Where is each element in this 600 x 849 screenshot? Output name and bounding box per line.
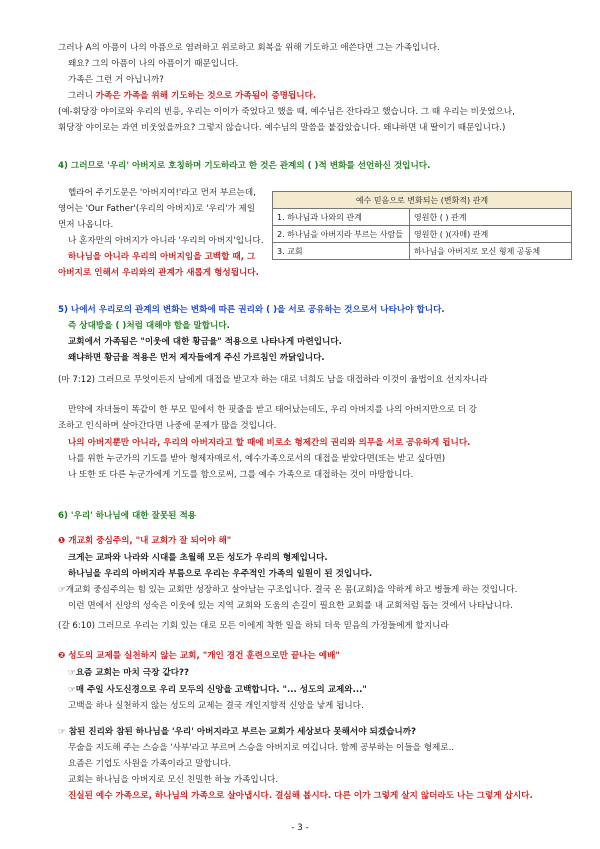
bold-line: 하나님을 우리의 아버지라 부름으로 우리는 우주적인 가족의 일원이 된 것입니다. <box>68 569 373 579</box>
bold-line: 교회에서 가족됨은 "이웃에 대한 황금율" 적용으로 나타나게 마련입니다. <box>68 337 342 347</box>
text-line: 가족은 그런 거 아닙니까? <box>68 75 164 85</box>
text-line: 고백을 하나 실천하지 않는 성도의 교제는 결국 개인지향적 신앙을 낳게 됩니다. <box>68 701 364 711</box>
text-line: 이런 면에서 신앙의 성숙은 이웃에 있는 지역 교회와 도움의 손길이 필요한 교회를 내 교회처럼 돕는 것에서 나타납니다. <box>68 601 513 611</box>
red-emphasis: 진실된 예수 가족으로, 하나님의 가족으로 살아냅시다. 결심해 봅시다. 다른 이가 그렇게 살지 않더라도 나는 그렇게 삽시다. <box>68 791 533 801</box>
text-line: 요즘은 기업도 사원을 가족이라고 말합니다. <box>68 759 232 769</box>
text-span: 그러니 <box>68 91 96 101</box>
text-line: ☞개교회 중심주의는 힘 있는 교회만 성장하고 살아남는 구조입니다. 결국 온 몸(교회)을 약하게 하고 병들게 하는 것입니다. <box>58 585 518 595</box>
text-line: 나 혼자만의 아버지가 아니라 '우리의 아버지'입니다. <box>68 236 264 246</box>
table-cell: 3. 교회 <box>273 243 410 260</box>
table-cell: 영원한 ( )(자매) 관계 <box>410 226 572 243</box>
table-cell: 영원한 ( ) 관계 <box>410 209 572 226</box>
red-emphasis: 나의 아버지뿐만 아니라, 우리의 아버지라고 할 때에 비로소 형제간의 권리와 의무을 서로 공유하게 됩니다. <box>68 438 471 448</box>
table-header: 예수 믿음으로 변화되는 (변화적) 관계 <box>273 192 572 209</box>
bold-line: 왜냐하면 황금율 적용은 먼저 제자들에게 주신 가르침인 까닭입니다. <box>68 353 325 363</box>
text-line: 휘당장 야이로는 과연 비웃었을까요? 그렇지 않습니다. 예수님의 말씀을 붙잡았습니다. 왜냐하면 내 딸이기 때문입니다.) <box>58 123 506 133</box>
text-line: (예-휘당장 야이로와 우리의 빈응, 우리는 이이가 죽었다고 했을 때, 예수님은 잔다라고 했습니다. 그 때 우리는 비웃었으나, <box>58 107 515 117</box>
subheading-1: ❶ 개교회 중심주의, "내 교회가 잘 되어야 해" <box>58 536 232 546</box>
table-cell: 하나님을 아버지로 모신 형제 공동체 <box>410 243 572 260</box>
bold-line: ☞ 참된 진리와 참된 하나님을 '우리' 아버지라고 부르는 교회가 세상보다 못해서야 되겠습니까? <box>58 727 417 737</box>
verse-line: (마 7:12) 그러므로 무엇이든지 남에게 대접을 받고자 하는 대로 너희도 남을 대접하라 이것이 율법이요 선지자니라 <box>58 375 488 385</box>
text-line: 조하고 인식하며 살아간다면 나중에 문제가 많을 것입니다. <box>58 421 277 431</box>
table-row <box>273 243 572 260</box>
text-line: 왜요? 그의 아픔이 나의 아픔이기 때문입니다. <box>68 59 239 69</box>
text-line: 먼저 나옵니다. <box>58 220 114 230</box>
text-line: 만약에 자녀들이 똑같이 한 부모 밑에서 한 핏줄을 받고 태어났는데도, 우리 아버지를 나의 아버지만으로 더 강 <box>68 405 477 415</box>
bold-line: ☞매 주일 사도신경으로 우리 모두의 신앙을 고백합니다. "... 성도의 교제와..." <box>68 685 367 695</box>
bold-line: 크게는 교파와 나라와 시대를 초월해 모든 성도가 우리의 형제입니다. <box>68 553 328 563</box>
text-line: 그러나 A의 아픔이 나의 아픔으로 염려하고 위로하고 회복을 위해 기도하고 애쓴다면 그는 가족입니다. <box>58 43 440 53</box>
red-emphasis: 가족은 가족을 위해 기도하는 것으로 가족됨이 증명됩니다. <box>95 91 317 101</box>
table-cell: 2. 하나님을 아버지라 부르는 사람들 <box>273 226 410 243</box>
text-line: 나 또한 또 다른 누군가에게 기도를 함으로써, 그를 예수 가족으로 대접하는 것이 마땅합니다. <box>68 470 414 480</box>
section-4-heading: 4) 그러므로 '우리' 아버지로 호칭하며 기도하라고 한 것은 관계의 ( )적 변화를 선언하신 것입니다. <box>58 161 431 171</box>
relationship-table <box>272 191 572 260</box>
red-emphasis: 하나님을 아니라 우리의 아버지임을 고백할 때, 그 <box>68 252 256 262</box>
section-6-heading: 6) '우리' 하나님에 대한 잘못된 적용 <box>58 511 197 521</box>
verse-line: (갈 6:10) 그러므로 우리는 기회 있는 대로 모든 이에게 착한 일을 하되 더욱 믿음의 가정들에게 할지니라 <box>58 621 449 631</box>
text-line: 헬라어 주기도문은 '아버지여!'라고 먼저 부르는데, <box>68 188 256 198</box>
table-cell: 1. 하나님과 나와의 관계 <box>273 209 410 226</box>
table-row <box>273 209 572 226</box>
text-line: 무술을 지도해 주는 스승을 '사부'라고 부르며 스승을 아버지로 여깁니다. 함께 공부하는 이들을 형제로.. <box>68 743 455 753</box>
text-line: 나를 위한 누군가의 기도를 받아 형제자매로서, 예수가족으로서의 대접을 받았다면(또는 받고 싶다면) <box>68 454 446 464</box>
section-5-sub: 즉 상대방을 ( )처럼 대해야 함을 말합니다. <box>68 321 230 331</box>
text-line: 영어는 'Our Father'(우리의 아버지)로 '우리'가 제일 <box>58 204 256 214</box>
bold-line: ☞요즘 교회는 마치 극장 같다?? <box>68 668 189 678</box>
page-number: - 3 - <box>291 823 309 833</box>
table-row <box>273 226 572 243</box>
text-line: 교회는 하나님을 아버지로 모신 친밀한 하늘 가족입니다. <box>68 775 279 785</box>
emphasis-line <box>68 90 316 102</box>
red-emphasis: 아버지로 인해서 우리와의 관계가 새롭게 형성됩니다. <box>58 268 259 278</box>
subheading-2: ❷ 성도의 교제를 실천하지 않는 교회, "개인 경건 훈련으로만 끝나는 예배" <box>58 651 340 661</box>
section-5-heading: 5) 나에서 우리로의 관계의 변화는 변화에 따른 권리와 ( )을 서로 공유하는 것으로서 나타나야 합니다. <box>58 305 445 315</box>
